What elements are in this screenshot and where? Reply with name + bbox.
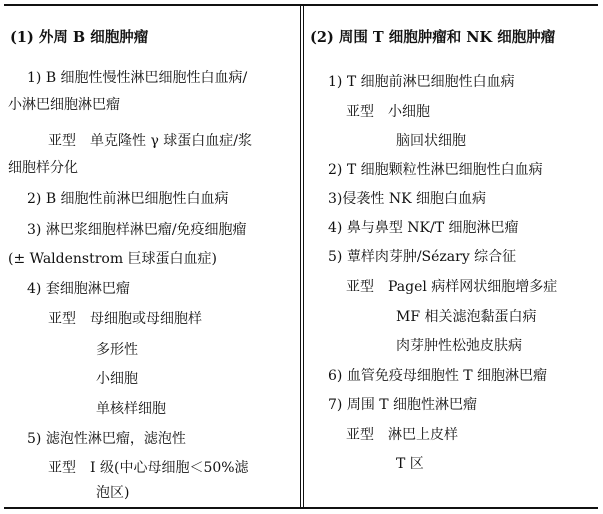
left-line: 1) B 细胞性慢性淋巴细胞性白血病/ xyxy=(27,70,248,86)
right-line: 2) T 细胞颗粒性淋巴细胞性白血病 xyxy=(328,162,543,178)
left-line: (± Waldenstrom 巨球蛋白血症) xyxy=(8,251,218,267)
left-line: 3) 淋巴浆细胞样淋巴瘤/免疫细胞瘤 xyxy=(27,222,247,238)
right-line: 4) 鼻与鼻型 NK/T 细胞淋巴瘤 xyxy=(328,220,519,236)
right-line: 7) 周围 T 细胞性淋巴瘤 xyxy=(328,397,478,413)
left-line: 5) 滤泡性淋巴瘤，滤泡性 xyxy=(27,431,186,447)
left-line: 小淋巴细胞淋巴瘤 xyxy=(8,97,120,113)
left-line: 亚型 母细胞或母细胞样 xyxy=(48,311,202,327)
left-line: 亚型 单克隆性 γ 球蛋白血症/浆 xyxy=(48,133,252,149)
left-line: 多形性 xyxy=(96,342,138,358)
left-line: 单核样细胞 xyxy=(96,401,166,417)
right-line: 亚型 淋巴上皮样 xyxy=(346,427,458,443)
right-line: 6) 血管免疫母细胞性 T 细胞淋巴瘤 xyxy=(328,368,548,384)
right-line: 1) T 细胞前淋巴细胞性白血病 xyxy=(328,74,515,90)
left-line: 2) B 细胞性前淋巴细胞性白血病 xyxy=(27,191,229,207)
right-line: MF 相关滤泡黏蛋白病 xyxy=(396,309,537,325)
right-column xyxy=(306,6,598,507)
right-line: 5) 蕈样肉芽肿/Sézary 综合征 xyxy=(328,249,517,265)
left-line: 细胞样分化 xyxy=(8,160,78,176)
left-line: 泡区) xyxy=(96,485,130,501)
classification-table xyxy=(4,4,598,509)
right-line: 亚型 Pagel 病样网状细胞增多症 xyxy=(346,279,558,295)
left-header: (1) 外周 B 细胞肿瘤 xyxy=(10,29,149,46)
left-line: 亚型 Ⅰ 级(中心母细胞＜50%滤 xyxy=(48,460,249,476)
left-line: 小细胞 xyxy=(96,371,138,387)
right-header: (2) 周围 T 细胞肿瘤和 NK 细胞肿瘤 xyxy=(310,29,556,46)
left-column xyxy=(4,6,298,507)
right-line: 肉芽肿性松弛皮肤病 xyxy=(396,338,522,354)
right-line: 3)侵袭性 NK 细胞白血病 xyxy=(328,191,486,207)
column-divider xyxy=(300,6,304,507)
right-line: 脑回状细胞 xyxy=(396,133,466,149)
left-line: 4) 套细胞淋巴瘤 xyxy=(27,281,130,297)
right-line: T 区 xyxy=(396,456,424,472)
right-line: 亚型 小细胞 xyxy=(346,104,430,120)
